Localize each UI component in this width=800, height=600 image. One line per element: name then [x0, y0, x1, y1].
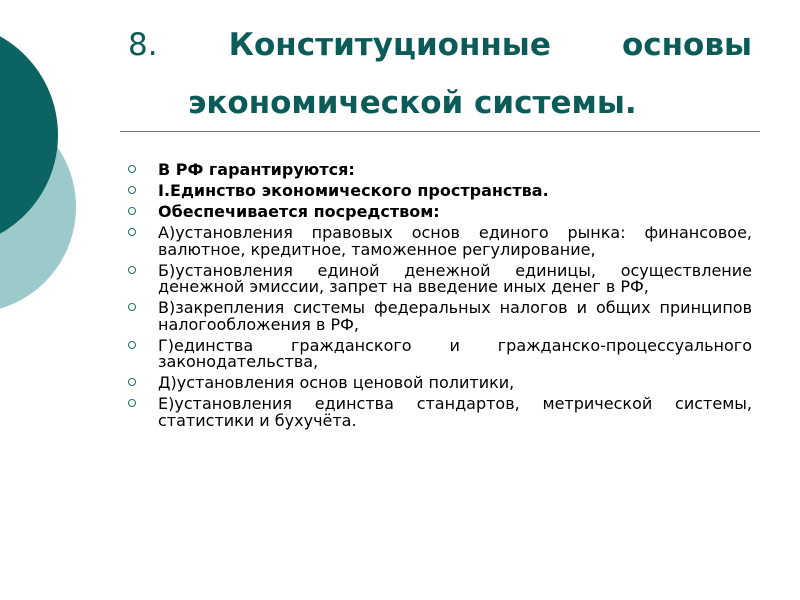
- bullet-circle-icon: [128, 266, 136, 274]
- list-item: [128, 335, 752, 371]
- list-item: [128, 260, 752, 296]
- list-item-text: Д)установления основ ценовой политики,: [158, 373, 515, 392]
- list-item-text: В)закрепления системы федеральных налогов и общих принципов налогообложения в РФ,: [158, 298, 752, 334]
- list-item: [128, 225, 752, 258]
- title-divider: [120, 131, 760, 132]
- list-item: [128, 183, 752, 200]
- list-item-text: Б)установления единой денежной единицы, осуществление денежной эмиссии, запрет на введение иных денег в РФ,: [158, 260, 752, 296]
- bullet-circle-icon: [128, 378, 136, 386]
- title-number: 8.: [128, 27, 158, 63]
- list-item-text: Е)установления единства стандартов, метрической системы, статистики и бухучёта.: [158, 394, 752, 430]
- bullet-circle-icon: [128, 341, 136, 349]
- bullet-circle-icon: [128, 207, 136, 215]
- title-word-1: Конституционные: [228, 27, 551, 63]
- list-item: [128, 162, 752, 179]
- list-item: [128, 300, 752, 333]
- list-item: [128, 204, 752, 221]
- bullet-circle-icon: [128, 186, 136, 194]
- title-line-2: экономической системы.: [188, 85, 637, 121]
- bullet-circle-icon: [128, 303, 136, 311]
- list-item-text: А)установления правовых основ единого рынка: финансовое, валютное, кредитное, таможенное регулирование,: [158, 223, 752, 259]
- list-item: [128, 375, 752, 392]
- list-item: [128, 396, 752, 429]
- bullet-list: [128, 162, 752, 434]
- bullet-circle-icon: [128, 399, 136, 407]
- slide-title: [128, 16, 752, 132]
- list-item-text: В РФ гарантируются:: [158, 160, 355, 179]
- decorative-circles: [0, 0, 120, 330]
- title-word-2: основы: [621, 27, 752, 63]
- list-item-text: Г)единства гражданского и гражданско-процессуального законодательства,: [158, 335, 752, 371]
- list-item-text: I.Единство экономического пространства.: [158, 181, 549, 200]
- list-item-text: Обеспечивается посредством:: [158, 202, 440, 221]
- bullet-circle-icon: [128, 165, 136, 173]
- title-line-1: [128, 16, 752, 74]
- bullet-circle-icon: [128, 228, 136, 236]
